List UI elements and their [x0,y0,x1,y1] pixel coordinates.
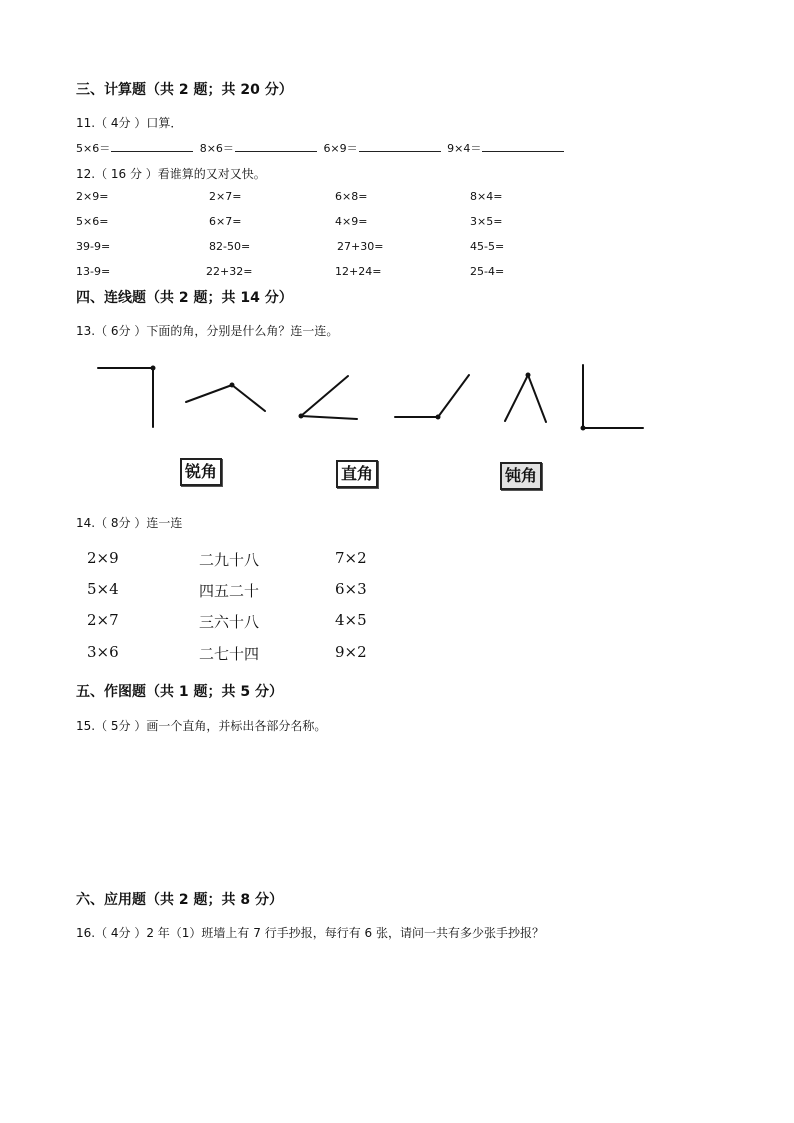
q12-cell: 45-5= [470,240,505,253]
vertex-dot [230,383,235,388]
question-16-text: 16.（ 4分 ）2 年（1）班墙上有 7 行手抄报，每行有 6 张，请问一共有多少张手抄报？ [76,926,544,940]
q12-cell: 2×7= [209,190,242,203]
question-12-text: 12.（ 16 分 ）看谁算的又对又快。 [76,167,266,181]
oral-calc-item: 8×6＝ [199,142,234,155]
angle-figure-2 [186,385,265,411]
angle-figure-5 [505,375,546,422]
q12-cell: 12+24= [335,265,382,278]
label-obtuse-angle[interactable]: 钝角 [500,462,542,490]
match-middle-item[interactable]: 三六十八 [199,613,260,631]
oral-calc-item: 5×6＝ [76,142,111,155]
q12-cell: 27+30= [337,240,384,253]
match-left-item[interactable]: 2×9 [87,549,119,567]
match-right-item[interactable]: 6×3 [335,580,367,598]
q12-cell: 5×6= [76,215,109,228]
angle-figure-6 [583,365,643,428]
section-title-drawing: 五、作图题（共 1 题；共 5 分） [76,684,283,700]
vertex-dot [581,426,586,431]
question-15-text: 15.（ 5分 ）画一个直角，并标出各部分名称。 [76,719,327,733]
answer-blank[interactable] [235,141,317,152]
match-right-item[interactable]: 7×2 [335,549,367,567]
q12-cell: 4×9= [335,215,368,228]
vertex-dot [526,373,531,378]
q12-cell: 25-4= [470,265,505,278]
angle-figure-1 [98,368,153,427]
vertex-dot [299,414,304,419]
section-title-matching: 四、连线题（共 2 题；共 14 分） [76,290,293,306]
oral-calc-item: 6×9＝ [323,142,358,155]
angle-figure-3 [301,376,357,419]
vertex-dot [436,415,441,420]
section-title-application: 六、应用题（共 2 题；共 8 分） [76,892,283,908]
vertex-dot [151,366,156,371]
match-middle-item[interactable]: 二九十八 [199,551,260,569]
match-middle-item[interactable]: 二七十四 [199,645,260,663]
answer-blank[interactable] [482,141,564,152]
match-right-item[interactable]: 4×5 [335,611,367,629]
question-11-oral-calc [76,140,567,156]
q12-cell: 2×9= [76,190,109,203]
q12-cell: 3×5= [470,215,503,228]
q12-cell: 39-9= [76,240,111,253]
match-middle-item[interactable]: 四五二十 [199,582,260,600]
oral-calc-item: 9×4＝ [447,142,482,155]
question-14-text: 14.（ 8分 ）连一连 [76,516,183,530]
label-right-angle[interactable]: 直角 [336,460,378,488]
q12-cell: 82-50= [209,240,251,253]
answer-blank[interactable] [111,141,193,152]
q12-cell: 6×7= [209,215,242,228]
angle-figure-4 [395,375,469,417]
match-left-item[interactable]: 2×7 [87,611,119,629]
q12-cell: 13-9= [76,265,111,278]
answer-blank[interactable] [359,141,441,152]
match-left-item[interactable]: 3×6 [87,643,119,661]
label-acute-angle[interactable]: 锐角 [180,458,222,486]
q12-cell: 22+32= [206,265,253,278]
section-title-calculation: 三、计算题（共 2 题；共 20 分） [76,82,293,98]
angle-figures [0,355,794,440]
question-13-text: 13.（ 6分 ）下面的角，分别是什么角？连一连。 [76,324,339,338]
question-11-text: 11.（ 4分 ）口算． [76,116,183,130]
match-left-item[interactable]: 5×4 [87,580,119,598]
match-right-item[interactable]: 9×2 [335,643,367,661]
q12-cell: 6×8= [335,190,368,203]
q12-cell: 8×4= [470,190,503,203]
